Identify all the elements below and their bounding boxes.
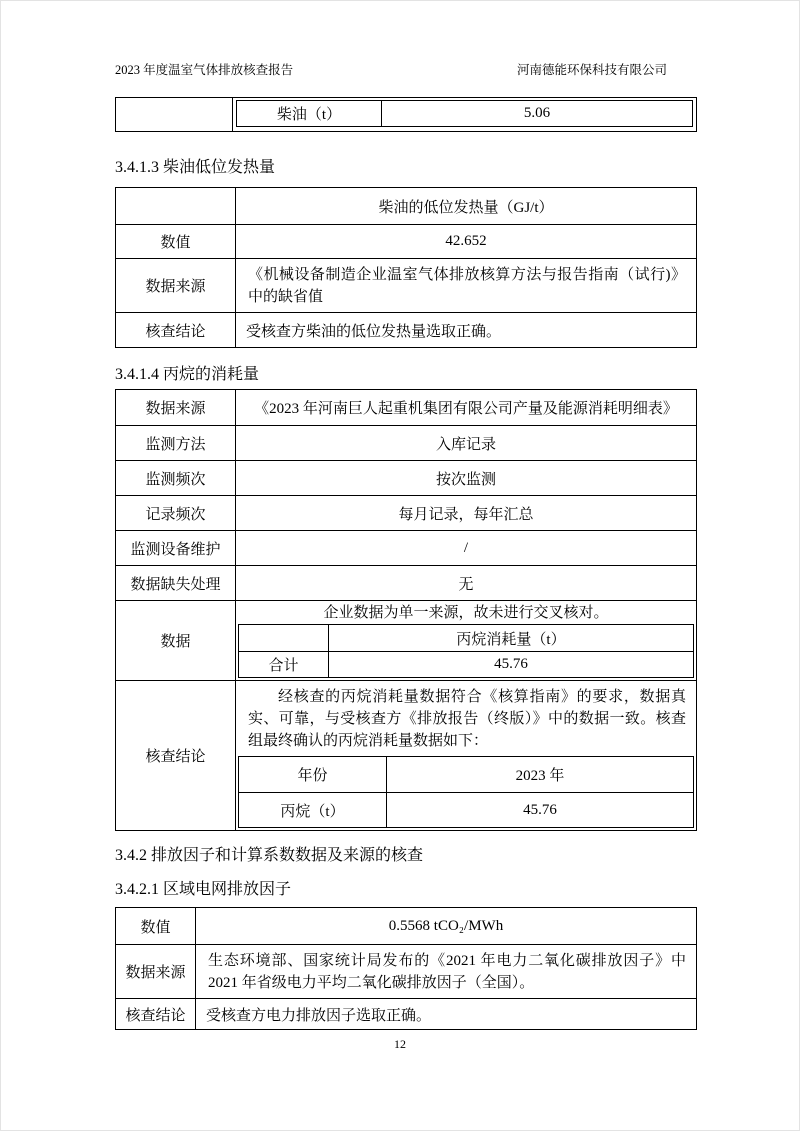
table-row (239, 625, 693, 651)
table-row (116, 425, 696, 460)
inner-row-label: 合计 (239, 652, 329, 677)
row-value: 按次监测 (435, 471, 496, 488)
table-row (239, 651, 693, 677)
carryover-right-cell (233, 98, 696, 131)
table-row (116, 998, 696, 1029)
table-row (116, 495, 696, 530)
table-row (116, 565, 696, 600)
conclusion-cell (236, 681, 696, 830)
row-value: 生态环境部、国家统计局发布的《2021 年电力二氧化碳排放因子》中 2021 年省级电力平均二氧化碳排放因子（全国）。 (208, 953, 686, 991)
table-row (239, 792, 693, 827)
carryover-table (115, 97, 697, 132)
empty-cell (239, 625, 329, 651)
row-value: 每月记录，每年汇总 (398, 506, 534, 523)
header-company-name: 河南德能环保科技有限公司 (516, 63, 667, 77)
table-row (239, 757, 693, 792)
fuel-amount-cell: 5.06 (523, 105, 551, 121)
row-label: 数值 (116, 225, 236, 258)
page-number: 12 (394, 1037, 406, 1051)
conclusion-text: 经核查的丙烷消耗量数据符合《核算指南》的要求，数据真实、可靠，与受核查方《排放报告（终版）》中的数据一致。核查组最终确认的丙烷消耗量数据如下： (248, 689, 686, 749)
row-label: 记录频次 (116, 496, 236, 530)
inner-row-label: 丙烷（t） (239, 793, 387, 827)
row-value: 无 (458, 576, 474, 593)
row-value: / (463, 539, 469, 556)
propane-total-inner-table (238, 624, 694, 678)
row-label: 数值 (116, 908, 196, 944)
table-row (116, 258, 696, 312)
section-heading-3-4-1-3: 3.4.1.3 柴油低位发热量 (115, 159, 276, 176)
data-row (116, 600, 696, 680)
section-heading-3-4-2: 3.4.2 排放因子和计算系数数据及来源的核查 (115, 847, 424, 864)
confirmed-propane-inner-table (238, 756, 694, 828)
table-row (116, 908, 696, 944)
row-label: 监测方法 (116, 426, 236, 460)
row-label: 核查结论 (116, 313, 236, 347)
inner-column-header: 丙烷消耗量（t） (456, 631, 566, 648)
row-label: 核查结论 (116, 681, 236, 830)
grid-emission-factor-table (115, 907, 697, 1030)
table-row (116, 390, 696, 425)
data-note: 企业数据为单一来源，故未进行交叉核对。 (323, 605, 609, 621)
table-row (116, 530, 696, 565)
diesel-heat-value-table (115, 187, 697, 348)
row-value: 42.652 (445, 233, 487, 249)
row-label: 核查结论 (116, 999, 196, 1029)
row-value: 《机械设备制造企业温室气体排放核算方法与报告指南（试行)》中的缺省值 (248, 267, 686, 305)
row-label: 数据来源 (116, 390, 236, 425)
section-heading-3-4-1-4: 3.4.1.4 丙烷的消耗量 (115, 366, 260, 383)
row-value: 入库记录 (435, 436, 496, 453)
column-header-cell: 柴油的低位发热量（GJ/t） (378, 199, 554, 216)
row-label: 监测频次 (116, 461, 236, 495)
data-cell (236, 601, 696, 680)
inner-row-value: 2023 年 (515, 768, 565, 784)
row-value: 《2023 年河南巨人起重机集团有限公司产量及能源消耗明细表》 (254, 401, 678, 417)
row-label: 监测设备维护 (116, 531, 236, 565)
section-heading-3-4-2-1: 3.4.2.1 区域电网排放因子 (115, 881, 292, 898)
row-label: 数据缺失处理 (116, 566, 236, 600)
table-row (116, 460, 696, 495)
row-value: 受核查方电力排放因子选取正确。 (206, 1007, 432, 1024)
inner-row-value: 45.76 (523, 801, 557, 818)
propane-consumption-table (115, 389, 697, 831)
conclusion-row (116, 680, 696, 830)
carryover-inner-table (236, 100, 693, 127)
page-header (115, 62, 697, 78)
row-label: 数据来源 (116, 259, 236, 312)
inner-row-value: 45.76 (494, 656, 528, 672)
inner-row-label: 年份 (239, 757, 387, 792)
table-row (116, 944, 696, 998)
header-report-title: 2023 年度温室气体排放核查报告 (115, 63, 294, 77)
row-label: 数据 (116, 601, 236, 680)
table-row (116, 188, 696, 224)
row-value: 受核查方柴油的低位发热量选取正确。 (246, 323, 502, 340)
row-value: 0.5568 tCO₂/MWh (388, 917, 504, 934)
table-row (116, 312, 696, 347)
table-row (116, 224, 696, 258)
carryover-empty-cell (116, 98, 233, 131)
fuel-name-cell: 柴油（t） (237, 101, 382, 126)
empty-header-cell (116, 188, 236, 224)
row-label: 数据来源 (116, 945, 196, 998)
